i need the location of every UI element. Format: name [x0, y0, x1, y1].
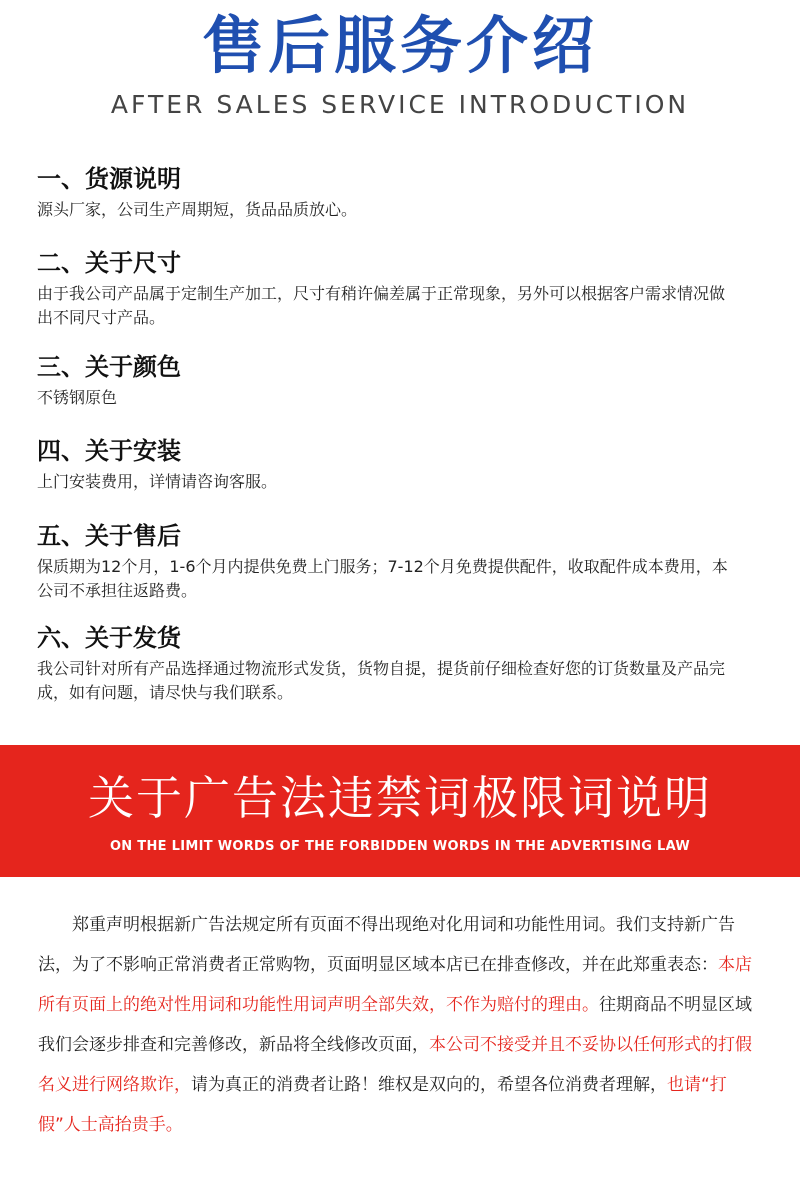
section-title: 六、关于发货 — [37, 624, 181, 652]
section-body: 上门安装费用，详情请咨询客服。 — [37, 472, 278, 491]
section-title: 三、关于颜色 — [37, 353, 181, 381]
page-header — [0, 0, 800, 140]
banner-subtitle: ON THE LIMIT WORDS OF THE FORBIDDEN WORDS IN THE ADVERTISING LAW — [109, 839, 691, 854]
section-source — [37, 160, 777, 222]
section-body: 源头厂家，公司生产周期短，货品品质放心。 — [37, 200, 358, 219]
notice-red-text: 本公司不接受并且不妥协以任何形式的打假名义进行网络欺诈， — [38, 1035, 752, 1095]
section-size — [37, 244, 727, 330]
notice-red-text: 也请“打假”人士高抬贵手。 — [38, 1075, 727, 1135]
section-title: 四、关于安装 — [37, 437, 181, 465]
notice-text: 往期商品不明显区域我们会逐步排查和完善修改，新品将全线修改页面， — [38, 995, 752, 1055]
banner-title: 关于广告法违禁词极限词说明 — [88, 771, 712, 825]
section-title: 一、货源说明 — [37, 165, 181, 193]
section-install — [37, 432, 777, 494]
section-body: 保质期为12个月，1-6个月内提供免费上门服务；7-12个月免费提供配件，收取配件成本费用，本公司不承担往返路费。 — [37, 557, 728, 600]
ad-law-banner — [0, 745, 800, 877]
notice-red-text: 本店所有页面上的绝对性用词和功能性用词声明全部失效，不作为赔付的理由。 — [38, 955, 752, 1015]
page-subtitle: AFTER SALES SERVICE INTRODUCTION — [110, 90, 690, 119]
section-body: 不锈钢原色 — [37, 388, 118, 407]
ad-law-notice — [38, 905, 768, 1145]
section-body: 我公司针对所有产品选择通过物流形式发货，货物自提，提货前仔细检查好您的订货数量及产品完成，如有问题，请尽快与我们联系。 — [37, 659, 726, 702]
section-title: 五、关于售后 — [37, 522, 181, 550]
page-title: 售后服务介绍 — [201, 9, 598, 82]
section-after-sales — [37, 517, 737, 603]
section-color — [37, 348, 777, 410]
section-body: 由于我公司产品属于定制生产加工，尺寸有稍许偏差属于正常现象，另外可以根据客户需求情况做出不同尺寸产品。 — [37, 284, 726, 327]
notice-text: 郑重声明根据新广告法规定所有页面不得出现绝对化用词和功能性用词。我们支持新广告法，为了不影响正常消费者正常购物，页面明显区域本店已在排查修改，并在此郑重表态： — [38, 915, 735, 975]
section-shipping — [37, 619, 747, 705]
section-title: 二、关于尺寸 — [37, 249, 181, 277]
notice-text: 请为真正的消费者让路！维权是双向的，希望各位消费者理解， — [191, 1075, 667, 1095]
